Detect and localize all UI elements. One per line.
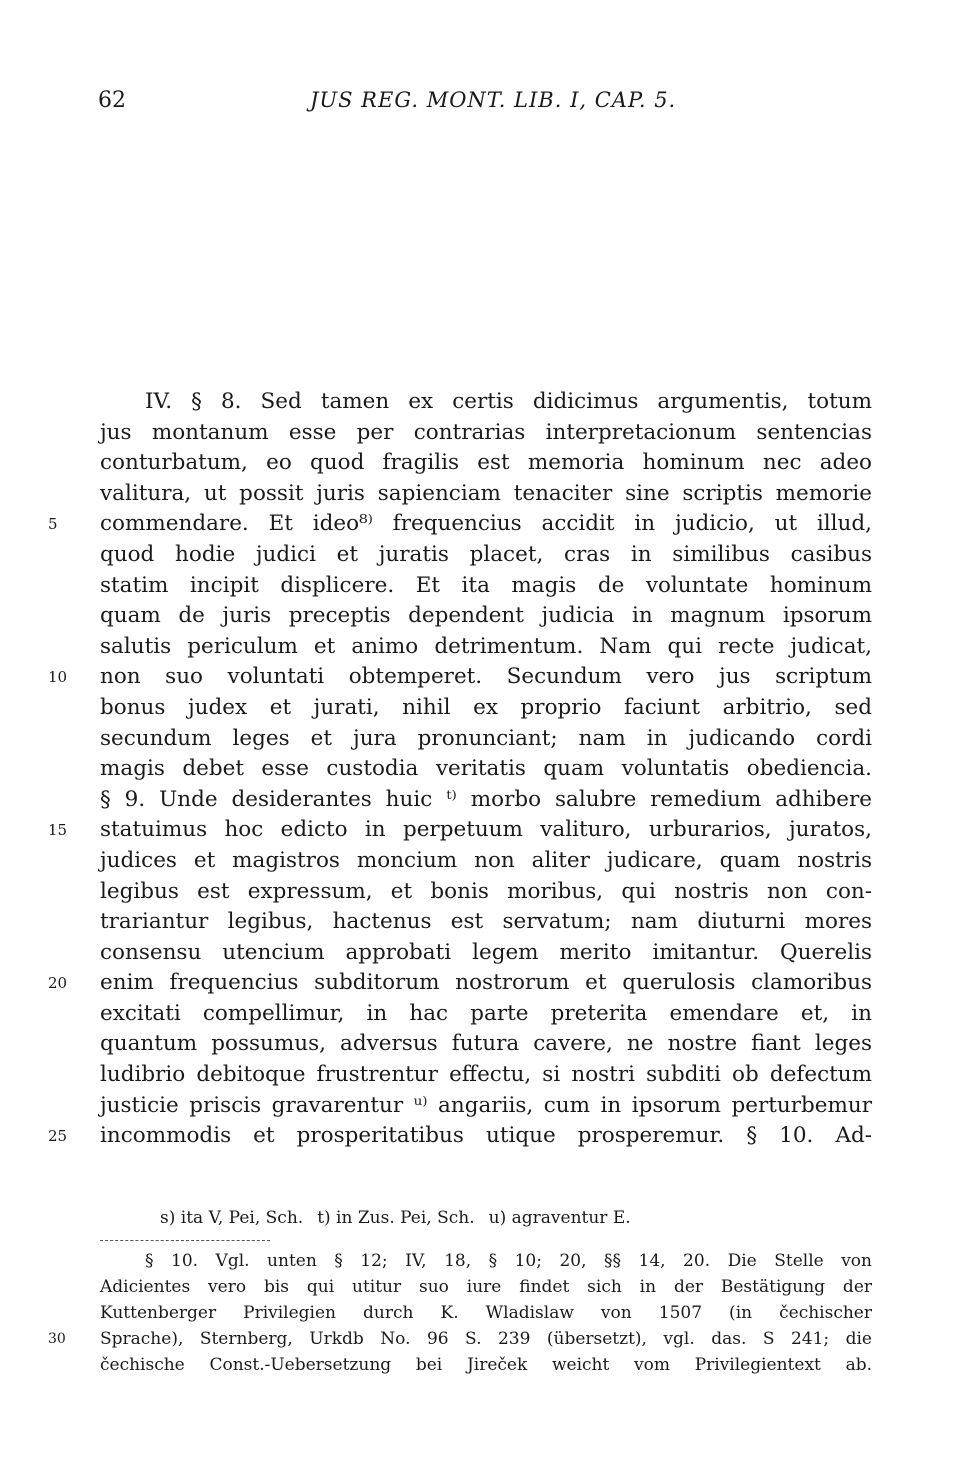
- line-text: conturbatum, eo quod fragilis est memoria hominum nec adeo: [100, 450, 872, 476]
- footnote-divider: [100, 1240, 270, 1241]
- line-text: valitura, ut possit juris sapienciam tenaciter sine scriptis memorie: [100, 480, 872, 506]
- page-header: [98, 88, 878, 118]
- line-text: statuimus hoc edicto in perpetuum valituro, urburarios, juratos,: [100, 817, 872, 843]
- line-text: secundum leges et jura pronunciant; nam in judicando cordi: [100, 725, 872, 751]
- line-text: magis debet esse custodia veritatis quam voluntatis obediencia.: [100, 756, 872, 782]
- text-line: [100, 907, 872, 938]
- line-text: consensu utencium approbati legem merito imitantur. Querelis: [100, 939, 872, 965]
- text-line: [100, 387, 872, 418]
- variant-reading: u) agraventur E.: [488, 1208, 631, 1228]
- main-text: [48, 387, 872, 1152]
- text-line: [100, 418, 872, 449]
- text-line: [100, 1091, 872, 1122]
- line-text: quod hodie judici et juratis placet, cras in similibus casibus: [100, 541, 872, 567]
- text-line: [100, 540, 872, 571]
- line-text: statim incipit displicere. Et ita magis de voluntate hominum: [100, 572, 872, 598]
- text-line: [48, 509, 872, 540]
- text-line: [100, 479, 872, 510]
- text-line: [48, 1121, 872, 1152]
- variant-reading: s) ita V, Pei, Sch.: [160, 1208, 304, 1228]
- text-line: [100, 999, 872, 1030]
- variant-readings: [160, 1204, 860, 1232]
- footnote-text: Sprache), Sternberg, Urkdb No. 96 S. 239 (übersetzt), vgl. das. S 241; die: [100, 1329, 872, 1349]
- footnote-line: [100, 1352, 872, 1378]
- line-text: quam de juris preceptis dependent judicia in magnum ipsorum: [100, 603, 872, 629]
- text-line: [100, 1060, 872, 1091]
- line-text: non suo voluntati obtemperet. Secundum vero jus scriptum: [100, 664, 872, 690]
- footnote-line: [100, 1248, 872, 1274]
- text-line: [100, 693, 872, 724]
- text-line: [100, 1029, 872, 1060]
- footnote-text: § 10. Vgl. unten § 12; IV, 18, § 10; 20, §§ 14, 20. Die Stelle von: [145, 1251, 872, 1271]
- line-text: legibus est expressum, et bonis moribus, qui nostris non con-: [100, 878, 872, 904]
- line-text: trariantur legibus, hactenus est servatum; nam diuturni mores: [100, 909, 872, 935]
- line-text: ludibrio debitoque frustrentur effectu, si nostri subditi ob defectum: [100, 1062, 872, 1088]
- line-text: incommodis et prosperitatibus utique prosperemur. § 10. Ad-: [100, 1123, 872, 1149]
- footnote-text: čechische Const.-Uebersetzung bei Jireček weicht vom Privilegientext ab.: [100, 1355, 872, 1375]
- line-text: § 9. Unde desiderantes huic ᵗ⁾ morbo salubre remedium adhibere: [100, 786, 872, 812]
- line-number: 5: [48, 515, 58, 534]
- line-text: judices et magistros moncium non aliter judicare, quam nostris: [100, 847, 872, 873]
- text-line: [48, 662, 872, 693]
- text-line: [100, 448, 872, 479]
- text-line: [100, 571, 872, 602]
- text-line: [100, 938, 872, 969]
- line-number: 25: [48, 1127, 68, 1146]
- line-text: salutis periculum et animo detrimentum. Nam qui recte judicat,: [100, 633, 872, 659]
- text-line: [100, 724, 872, 755]
- line-text: commendare. Et ideo⁸⁾ frequencius accidit in judicio, ut illud,: [100, 511, 872, 537]
- page-number: 62: [98, 88, 126, 113]
- line-text: justicie priscis gravarentur ᵘ⁾ angariis, cum in ipsorum perturbemur: [100, 1092, 872, 1118]
- text-line: [100, 632, 872, 663]
- footnote-line: [100, 1300, 872, 1326]
- line-number: 30: [48, 1331, 66, 1347]
- footnotes: [48, 1248, 872, 1378]
- running-head: JUS REG. MONT. LIB. I, CAP. 5.: [310, 88, 677, 112]
- line-number: 10: [48, 668, 68, 687]
- footnote-line: [100, 1274, 872, 1300]
- text-line: [48, 968, 872, 999]
- line-text: IV. § 8. Sed tamen ex certis didicimus argumentis, totum: [145, 389, 872, 414]
- footnote-text: Kuttenberger Privilegien durch K. Wladislaw von 1507 (in čechischer: [100, 1303, 872, 1323]
- footnote-text: Adicientes vero bis qui utitur suo iure findet sich in der Bestätigung der: [100, 1277, 872, 1297]
- line-text: bonus judex et jurati, nihil ex proprio faciunt arbitrio, sed: [100, 694, 872, 720]
- text-line: [100, 601, 872, 632]
- text-line: [100, 877, 872, 908]
- text-line: [100, 754, 872, 785]
- line-text: excitati compellimur, in hac parte preterita emendare et, in: [100, 1000, 872, 1026]
- footnote-line: [48, 1326, 872, 1352]
- text-line: [100, 785, 872, 816]
- line-number: 20: [48, 974, 68, 993]
- line-text: quantum possumus, adversus futura cavere, ne nostre fiant leges: [100, 1031, 872, 1057]
- line-number: 15: [48, 821, 68, 840]
- text-line: [100, 846, 872, 877]
- variant-reading: t) in Zus. Pei, Sch.: [317, 1208, 475, 1228]
- text-line: [48, 815, 872, 846]
- line-text: enim frequencius subditorum nostrorum et querulosis clamoribus: [100, 970, 872, 996]
- line-text: jus montanum esse per contrarias interpretacionum sentencias: [100, 419, 872, 445]
